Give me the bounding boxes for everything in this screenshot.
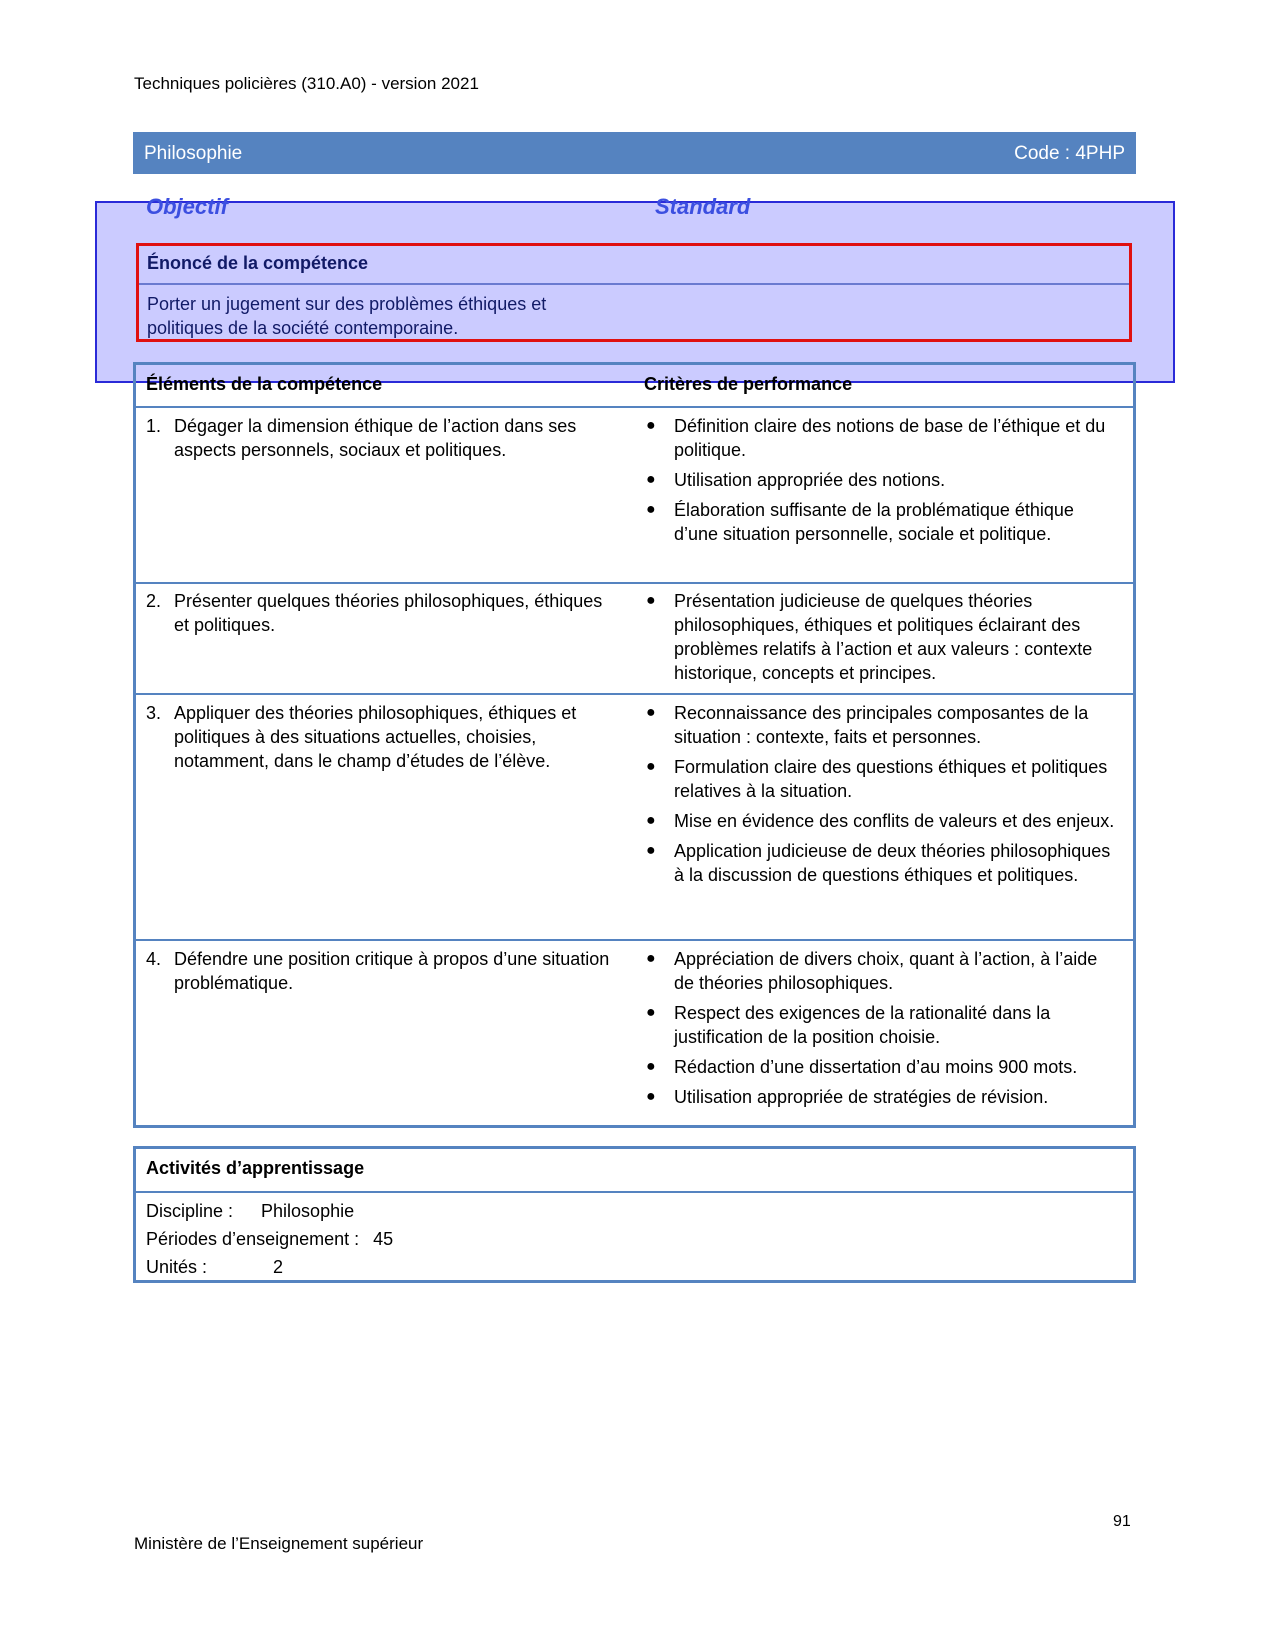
enonce-title: Énoncé de la compétence <box>147 253 369 273</box>
bullet-icon: ● <box>646 471 656 488</box>
units-value: 2 <box>273 1257 284 1277</box>
elements-header: Éléments de la compétence <box>146 374 383 394</box>
criterion-text: Utilisation appropriée de stratégies de révision. <box>674 1087 1049 1107</box>
criterion-text: Formulation claire des questions éthiques et politiques relatives à la situation. <box>674 757 1108 801</box>
element-cell <box>146 947 616 995</box>
element-number: 4. <box>146 949 162 969</box>
criterion-text: Reconnaissance des principales composantes de la situation : contexte, faits et personnes. <box>674 703 1089 747</box>
criterion-text: Rédaction d’une dissertation d’au moins 900 mots. <box>674 1057 1078 1077</box>
document-title: Techniques policières (310.A0) - version 2021 <box>134 74 479 93</box>
bullet-icon: ● <box>646 417 656 434</box>
element-cell <box>146 414 616 462</box>
discipline-label: Discipline : <box>146 1201 234 1221</box>
divider <box>136 693 1133 695</box>
course-bar <box>133 132 1136 174</box>
competence-table <box>133 362 1136 1128</box>
element-cell <box>146 701 616 773</box>
criteria-list <box>646 701 1116 893</box>
bullet-icon: ● <box>646 758 656 775</box>
list-item <box>646 468 1116 492</box>
list-item <box>646 1085 1116 1109</box>
discipline-line <box>146 1199 354 1223</box>
element-cell <box>146 589 616 637</box>
criterion-text: Appréciation de divers choix, quant à l’action, à l’aide de théories philosophiques. <box>674 949 1098 993</box>
units-line <box>146 1255 283 1279</box>
list-item <box>646 701 1116 749</box>
list-item <box>646 947 1116 995</box>
periods-line <box>146 1227 393 1251</box>
bullet-icon: ● <box>646 1058 656 1075</box>
activities-title: Activités d’apprentissage <box>146 1158 365 1178</box>
criteria-list <box>646 589 1116 691</box>
criterion-text: Définition claire des notions de base de l’éthique et du politique. <box>674 416 1106 460</box>
criterion-text: Mise en évidence des conflits de valeurs et des enjeux. <box>674 811 1115 831</box>
footer-text: Ministère de l’Enseignement supérieur <box>134 1534 424 1553</box>
criterion-text: Respect des exigences de la rationalité dans la justification de la position choisie. <box>674 1003 1051 1047</box>
list-item <box>646 498 1116 546</box>
list-item <box>646 839 1116 887</box>
periods-value: 45 <box>373 1229 394 1249</box>
divider <box>136 406 1133 408</box>
bullet-icon: ● <box>646 501 656 518</box>
element-number: 2. <box>146 591 162 611</box>
divider <box>136 1191 1133 1193</box>
element-text: Dégager la dimension éthique de l’action dans ses aspects personnels, sociaux et politiques. <box>174 416 577 460</box>
criterion-text: Utilisation appropriée des notions. <box>674 470 946 490</box>
bullet-icon: ● <box>646 842 656 859</box>
activities-table <box>133 1146 1136 1283</box>
element-text: Défendre une position critique à propos d’une situation problématique. <box>174 949 610 993</box>
periods-label: Périodes d’enseignement : <box>146 1229 360 1249</box>
list-item <box>646 809 1116 833</box>
bullet-icon: ● <box>646 950 656 967</box>
bullet-icon: ● <box>646 1088 656 1105</box>
criterion-text: Élaboration suffisante de la problématique éthique d’une situation personnelle, sociale et politique. <box>674 500 1074 544</box>
discipline-value: Philosophie <box>261 1201 355 1221</box>
criteria-list <box>646 947 1116 1115</box>
bullet-icon: ● <box>646 704 656 721</box>
list-item <box>646 1001 1116 1049</box>
course-name: Philosophie <box>144 143 243 164</box>
enonce-box <box>136 243 1132 342</box>
divider <box>139 283 1129 285</box>
objectif-heading: Objectif <box>146 194 228 219</box>
list-item <box>646 414 1116 462</box>
page-number: 91 <box>1113 1513 1131 1530</box>
course-code: Code : 4PHP <box>1014 143 1125 164</box>
element-text: Appliquer des théories philosophiques, éthiques et politiques à des situations actuelles, choisies, notamment, dans le champ d’études de l’élève. <box>174 703 577 771</box>
standard-heading: Standard <box>655 194 751 219</box>
bullet-icon: ● <box>646 1004 656 1021</box>
criteria-header: Critères de performance <box>644 374 853 394</box>
list-item <box>646 589 1116 685</box>
bullet-icon: ● <box>646 812 656 829</box>
list-item <box>646 1055 1116 1079</box>
criterion-text: Application judicieuse de deux théories philosophiques à la discussion de questions éthiques et politiques. <box>674 841 1111 885</box>
bullet-icon: ● <box>646 592 656 609</box>
element-number: 1. <box>146 416 162 436</box>
criterion-text: Présentation judicieuse de quelques théories philosophiques, éthiques et politiques éclairant des problèmes relatifs à l’action et aux valeurs : contexte historique, concepts et principes. <box>674 591 1093 683</box>
divider <box>136 582 1133 584</box>
divider <box>136 939 1133 941</box>
element-text: Présenter quelques théories philosophiques, éthiques et politiques. <box>174 591 603 635</box>
list-item <box>646 755 1116 803</box>
enonce-text: Porter un jugement sur des problèmes éthiques et politiques de la société contemporaine. <box>147 294 547 338</box>
element-number: 3. <box>146 703 162 723</box>
criteria-list <box>646 414 1116 552</box>
units-label: Unités : <box>146 1257 208 1277</box>
